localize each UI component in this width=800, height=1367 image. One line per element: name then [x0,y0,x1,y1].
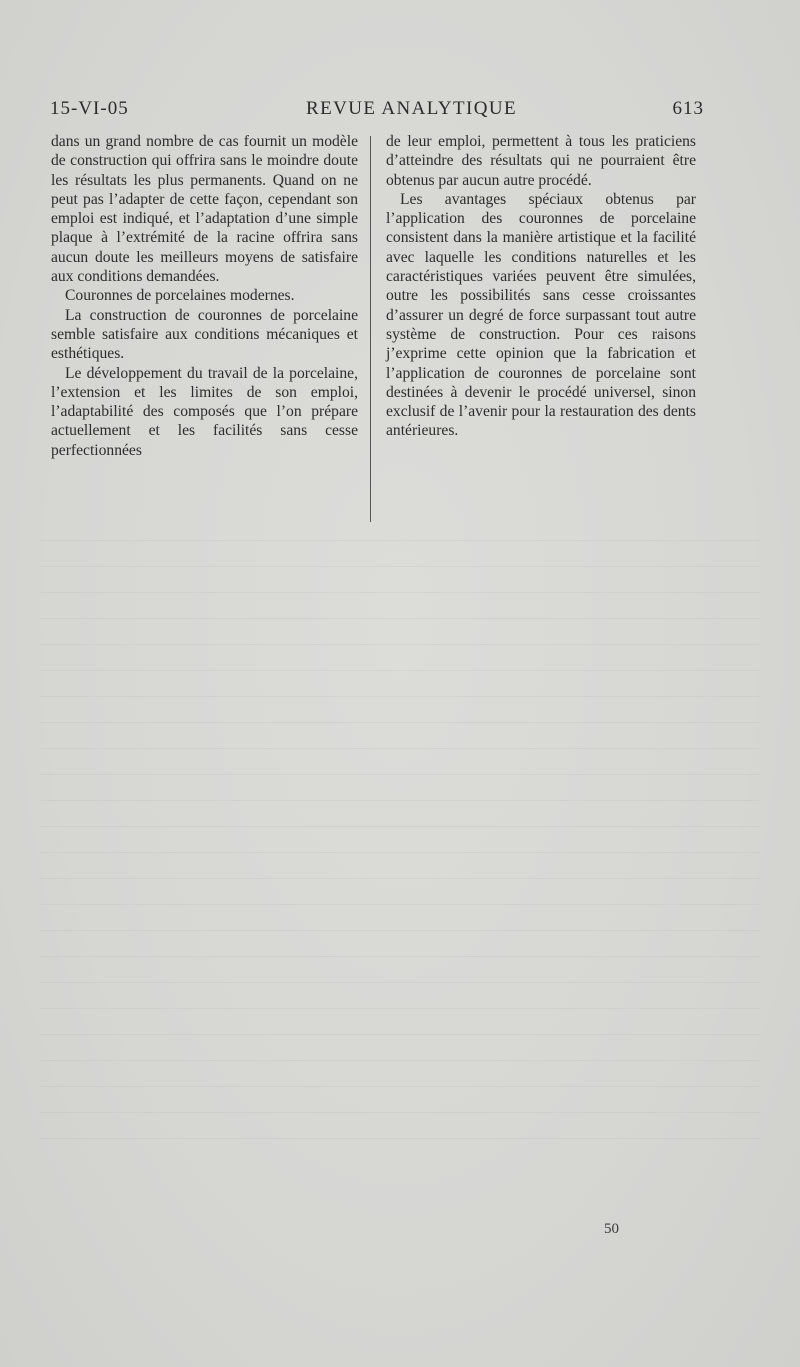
header-page-number: 613 [672,98,704,119]
left-paragraph-1: dans un grand nombre de cas fournit un modèle de construction qui offrira sans le moindre doute les résultats les plus permanents. Quand on ne peut pas l’adapter de cette façon, cependant son emploi est indiqué, et l’adaptation d’une simple plaque à l’extrémité de la racine offrira sans aucun doute les meilleurs moyens de satisfaire aux conditions demandées. [51,133,358,286]
show-through-texture [40,540,760,1160]
header-journal-title: REVUE ANALYTIQUE [306,98,517,119]
signature-folio: 50 [604,1221,619,1237]
running-header [50,98,704,122]
left-paragraph-2-subheading: Couronnes de porcelaines modernes. [65,287,295,305]
right-text-column [386,132,696,441]
right-paragraph-1: de leur emploi, permettent à tous les praticiens d’atteindre des résultats qui ne pourraient être obtenus par aucun autre procédé. [386,133,696,189]
column-divider [370,136,371,522]
left-paragraph-3: La construction de couronnes de porcelaine semble satisfaire aux conditions mécaniques et esthétiques. [51,306,358,363]
header-date: 15-VI-05 [50,98,129,119]
right-paragraph-2: Les avantages spéciaux obtenus par l’application des couronnes de porcelaine consistent dans la manière artistique et la facilité avec laquelle les conditions naturelles et les caractéristiques variées peuvent être simulées, outre les possibilités sans cesse croissantes d’assurer un degré de force surpassant tout autre système de construction. Pour ces raisons j’exprime cette opinion que la fabrication et l’application de couronnes de porcelaine sont destinées à devenir le procédé universel, sinon exclusif de l’avenir pour la restauration des dents antérieures. [386,190,696,440]
left-paragraph-4: Le développement du travail de la porcelaine, l’extension et les limites de son emploi, l’adaptabilité des composés que l’on prépare actuellement et les facilités sans cesse perfectionnées [51,364,358,459]
left-text-column [51,132,358,460]
